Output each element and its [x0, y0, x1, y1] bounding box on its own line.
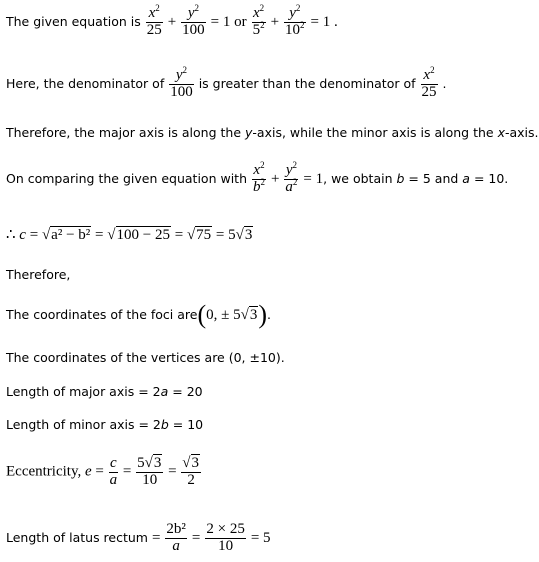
fraction: $\frac{y^2}{10^2}$ [285, 3, 305, 38]
line-latus-rectum: Length of latus rectum = $\frac{\text{2b²}}{a}$ = $\frac{2 \times 25}{10}$ = 5 [6, 521, 271, 554]
fraction: $\frac{x^2}{25}$ [146, 3, 162, 38]
line-c-value: ∴ c = √a² − b² = √100 − 25 = √75 = 5√3 [6, 227, 253, 243]
fraction: $\frac{y^2}{100}$ [170, 65, 193, 100]
line-therefore: Therefore, [6, 267, 71, 282]
line-eccentricity: Eccentricity, e = $\frac{c}{a}$ = $\frac{5√3}{10}$ = $\frac{√3}{2}$ [6, 455, 200, 488]
line-major-axis: Length of major axis = 2a = 20 [6, 384, 203, 399]
fraction: $\frac{x^2}{25}$ [421, 65, 437, 100]
line-minor-axis: Length of minor axis = 2b = 10 [6, 417, 204, 432]
line-foci: The coordinates of the foci are(0, ± 5√3). [6, 300, 272, 329]
fraction: $\frac{y^2}{a^2}$ [285, 160, 298, 195]
fraction: $\frac{x^2}{b^2}$ [252, 160, 265, 195]
fraction: $\frac{y^2}{100}$ [182, 3, 205, 38]
line-given-equation: The given equation is $\frac{x^2}{25}$ + $\frac{y^2}{100}$ = 1 or $\frac{x^2}{5^2}$ + $\frac{y^2}{10^2}$ = 1 . [6, 3, 338, 38]
line-comparing: On comparing the given equation with $\frac{x^2}{b^2}$ + $\frac{y^2}{a^2}$ = 1, we obtain b = 5 and a = 10. [6, 160, 509, 195]
fraction: $\frac{x^2}{5^2}$ [252, 3, 265, 38]
line-denominator-compare: Here, the denominator of $\frac{y^2}{100}$ is greater than the denominator of $\frac{x^2}{25}$ . [6, 65, 447, 100]
line-axis: Therefore, the major axis is along the y-axis, while the minor axis is along the x-axis. [6, 125, 539, 140]
line-vertices: The coordinates of the vertices are (0, ±10). [6, 350, 285, 365]
text: The given equation is [6, 13, 141, 29]
